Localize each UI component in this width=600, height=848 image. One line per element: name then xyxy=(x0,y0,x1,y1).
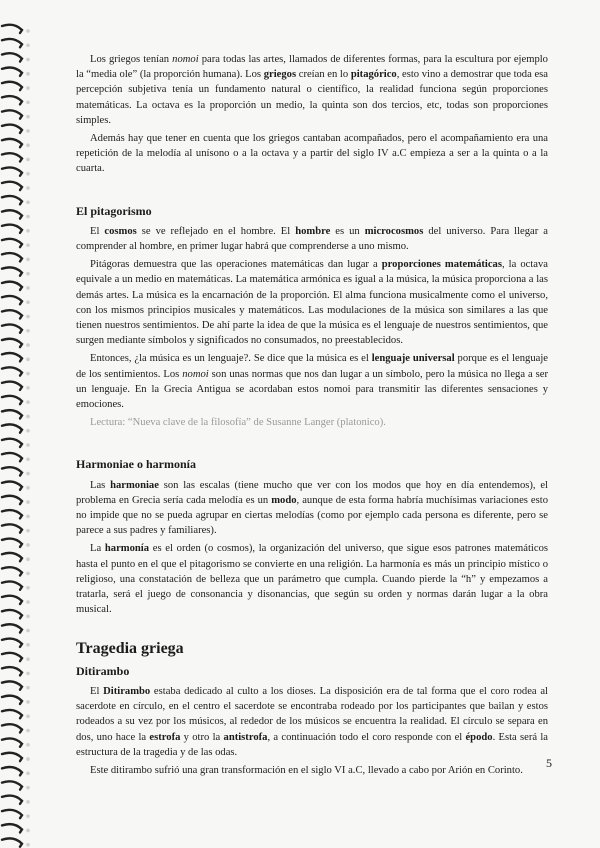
spiral-coil xyxy=(2,396,22,404)
paragraph-nomoi: Los griegos tenían nomoi para todas las artes, llamados de diferentes formas, para la escultura por ejemplo la “media ole” (la proporción humana). Los griegos creían en lo pitagórico, esto vino a demostrar que toda esa percepción subjetiva tenía un fundamento natural o científico, la realidad funciona según proporciones matemáticas. La octava es la proporción un medio, la quinta son dos tercios, etc, todas son proporciones simples. xyxy=(76,54,548,126)
binding-hole xyxy=(26,814,30,818)
binding-hole xyxy=(26,615,30,619)
paragraph-ditirambo: El Ditirambo estaba dedicado al culto a los dioses. La disposición era de tal forma que el coro rodea al sacerdote en círculo, en el centro el sacerdote se encontraba rodeado por los participantes que bailan y estos rodeados a su vez por los músicos, al rededor de los músicos se encuentra la realidad. El círculo se separa en dos, uno hace la estrofa y otro la antistrofa, a continuación todo el coro responde con el épodo. Esta será la estructura de la tragedia y de las odas. xyxy=(76,685,548,758)
spiral-coil xyxy=(2,824,22,832)
spiral-coil xyxy=(2,610,22,618)
spiral-coil xyxy=(2,467,22,475)
spiral-coil xyxy=(2,753,22,761)
binding-hole xyxy=(26,215,30,219)
spiral-coil xyxy=(2,324,22,332)
binding-hole xyxy=(26,358,30,362)
binding-hole xyxy=(26,429,30,433)
binding-hole xyxy=(26,372,30,376)
spiral-coil xyxy=(2,581,22,589)
paragraph-lenguaje: Entonces, ¿la música es un lenguaje?. Se dice que la música es el lenguaje universal porque es el lenguaje de los sentimientos. Los nomoi son unas normas que nos dan lugar a un símbolo, pero la música no llega a ser un lenguaje. En la Grecia Antigua se acordaban estos nomoi para transmitir las diferentes sensaciones y emociones. xyxy=(76,353,548,411)
binding-hole xyxy=(26,300,30,304)
binding-hole xyxy=(26,643,30,647)
spiral-coil xyxy=(2,667,22,675)
spiral-coil xyxy=(2,367,22,375)
spiral-coil xyxy=(2,810,22,818)
spiral-coil xyxy=(2,781,22,789)
spiral-coil xyxy=(2,225,22,233)
binding-hole xyxy=(26,714,30,718)
binding-hole xyxy=(26,343,30,347)
spiral-coil xyxy=(2,439,22,447)
binding-hole xyxy=(26,543,30,547)
spiral-coil xyxy=(2,382,22,390)
paragraph-harmonia: La harmonía es el orden (o cosmos), la organización del universo, que sigue esos patrones matemáticos hasta el punto en el que el pitagorismo se convierte en una religión. La harmonía es más un principio místico o religioso, una constatación de belleza que un parámetro que cumpla. Cuando pierde la “h” y empezamos a tratarla, será el juego de consonancia y disonancias, que según su orden y normas darán lugar a la obra musical. xyxy=(76,543,548,616)
binding-hole xyxy=(26,829,30,833)
spiral-coil xyxy=(2,282,22,290)
spiral-coil xyxy=(2,96,22,104)
page-content xyxy=(76,52,548,781)
spiral-coil xyxy=(2,267,22,275)
binding-hole xyxy=(26,529,30,533)
spiral-coil xyxy=(2,196,22,204)
binding-hole xyxy=(26,315,30,319)
spiral-coil xyxy=(2,410,22,418)
binding-hole xyxy=(26,686,30,690)
binding-hole xyxy=(26,657,30,661)
spiral-coil xyxy=(2,567,22,575)
spiral-coil xyxy=(2,481,22,489)
binding-hole xyxy=(26,786,30,790)
spiral-coil xyxy=(2,110,22,118)
binding-hole xyxy=(26,700,30,704)
paragraph-acompanamiento: Además hay que tener en cuenta que los griegos cantaban acompañados, pero el acompañamiento era una repetición de la melodía al unísono o a la octava y a partir del siglo IV a.C empieza a ser a la quinta o a la cuarta. xyxy=(76,133,548,175)
spiral-coil xyxy=(2,796,22,804)
page-number: 5 xyxy=(546,756,552,770)
spiral-coil xyxy=(2,182,22,190)
spiral-coil xyxy=(2,153,22,161)
spiral-coil xyxy=(2,125,22,133)
spiral-coil xyxy=(2,838,22,846)
binding-hole xyxy=(26,800,30,804)
spiral-coil xyxy=(2,296,22,304)
spiral-coil xyxy=(2,453,22,461)
spiral-coil xyxy=(2,39,22,47)
binding-hole xyxy=(26,843,30,847)
binding-hole xyxy=(26,86,30,90)
binding-hole xyxy=(26,272,30,276)
spiral-coil xyxy=(2,639,22,647)
heading-harmoniae: Harmoniae o harmonía xyxy=(76,457,196,472)
spiral-coil xyxy=(2,696,22,704)
spiral-coil xyxy=(2,539,22,547)
spiral-coil xyxy=(2,339,22,347)
spiral-coil xyxy=(2,353,22,361)
spiral-coil xyxy=(2,239,22,247)
binding-hole xyxy=(26,515,30,519)
binding-hole xyxy=(26,286,30,290)
binding-hole xyxy=(26,672,30,676)
spiral-coil xyxy=(2,67,22,75)
binding-hole xyxy=(26,772,30,776)
spiral-coil xyxy=(2,681,22,689)
binding-hole xyxy=(26,729,30,733)
binding-hole xyxy=(26,472,30,476)
heading-ditirambo: Ditirambo xyxy=(76,663,130,678)
binding-hole xyxy=(26,386,30,390)
binding-hole xyxy=(26,572,30,576)
binding-hole xyxy=(26,29,30,33)
binding-hole xyxy=(26,757,30,761)
binding-hole xyxy=(26,158,30,162)
spiral-coil xyxy=(2,253,22,261)
paragraph-cosmos: El cosmos se ve reflejado en el hombre. El hombre es un microcosmos del universo. Para llegar a comprender al hombre, en primer lugar habrá que comprenderse a uno mismo. xyxy=(76,225,548,253)
spiral-coil xyxy=(2,310,22,318)
heading-tragedia-griega: Tragedia griega xyxy=(76,639,184,657)
binding-hole xyxy=(26,500,30,504)
spiral-coil xyxy=(2,596,22,604)
spiral-coil xyxy=(2,738,22,746)
binding-hole xyxy=(26,172,30,176)
heading-pitagorismo: El pitagorismo xyxy=(76,203,152,218)
binding-hole xyxy=(26,43,30,47)
paragraph-transformacion: Este ditirambo sufrió una gran transformación en el siglo VI a.C, llevado a cabo por Arión en Corinto. xyxy=(90,764,523,776)
binding-hole xyxy=(26,58,30,62)
binding-hole xyxy=(26,629,30,633)
spiral-coil xyxy=(2,25,22,33)
spiral-coil xyxy=(2,210,22,218)
spiral-coil xyxy=(2,624,22,632)
paragraph-pitagoras: Pitágoras demuestra que las operaciones matemáticas dan lugar a proporciones matemáticas, la octava equivale a un medio en matemáticas. La matemática armónica es igual a la música, la música proporciona a las demás artes. La música es la encarnación de la proporción. El alma funciona musicalmente como el universo, con los mismos principios musicales y matemáticos. Las modulaciones de la música son similares a las que tienen nuestros sentimientos. De ahí parte la idea de que la música es el lenguaje de nuestros sentimientos, que surgen mediante símbolos y significados no consumados, no preestablecidos. xyxy=(76,259,548,347)
binding-hole xyxy=(26,457,30,461)
spiral-coil xyxy=(2,553,22,561)
spiral-coil xyxy=(2,139,22,147)
binding-hole xyxy=(26,486,30,490)
binding-hole xyxy=(26,115,30,119)
binding-hole xyxy=(26,129,30,133)
spiral-binding xyxy=(0,20,34,848)
binding-hole xyxy=(26,201,30,205)
binding-hole xyxy=(26,143,30,147)
paragraph-harmoniae: Las harmoniae son las escalas (tiene mucho que ver con los modos que hoy en día entendemos), el problema en Grecia sería cada melodía es un modo, aunque de esta forma habría muchísimas variaciones esto no impide que no se pueda agrupar en ciertas melodías (como por ejemplo cada persona es diferente, pero se parece a sus padres y familiares). xyxy=(76,479,548,537)
binding-hole xyxy=(26,586,30,590)
binding-hole xyxy=(26,400,30,404)
spiral-coil xyxy=(2,710,22,718)
spiral-coil xyxy=(2,767,22,775)
spiral-coil xyxy=(2,510,22,518)
spiral-coil xyxy=(2,53,22,61)
binding-hole xyxy=(26,415,30,419)
paragraph-lectura: Lectura: “Nueva clave de la filosofía” de Susanne Langer (platonico). xyxy=(90,417,386,429)
spiral-coil xyxy=(2,496,22,504)
spiral-coil xyxy=(2,82,22,90)
binding-hole xyxy=(26,600,30,604)
spiral-coil xyxy=(2,424,22,432)
spiral-coil xyxy=(2,167,22,175)
binding-hole xyxy=(26,329,30,333)
binding-hole xyxy=(26,72,30,76)
spiral-coil xyxy=(2,524,22,532)
binding-hole xyxy=(26,243,30,247)
binding-hole xyxy=(26,186,30,190)
binding-hole xyxy=(26,229,30,233)
binding-hole xyxy=(26,557,30,561)
spiral-coil xyxy=(2,724,22,732)
binding-hole xyxy=(26,258,30,262)
binding-hole xyxy=(26,101,30,105)
spiral-coil xyxy=(2,653,22,661)
binding-hole xyxy=(26,443,30,447)
binding-hole xyxy=(26,743,30,747)
